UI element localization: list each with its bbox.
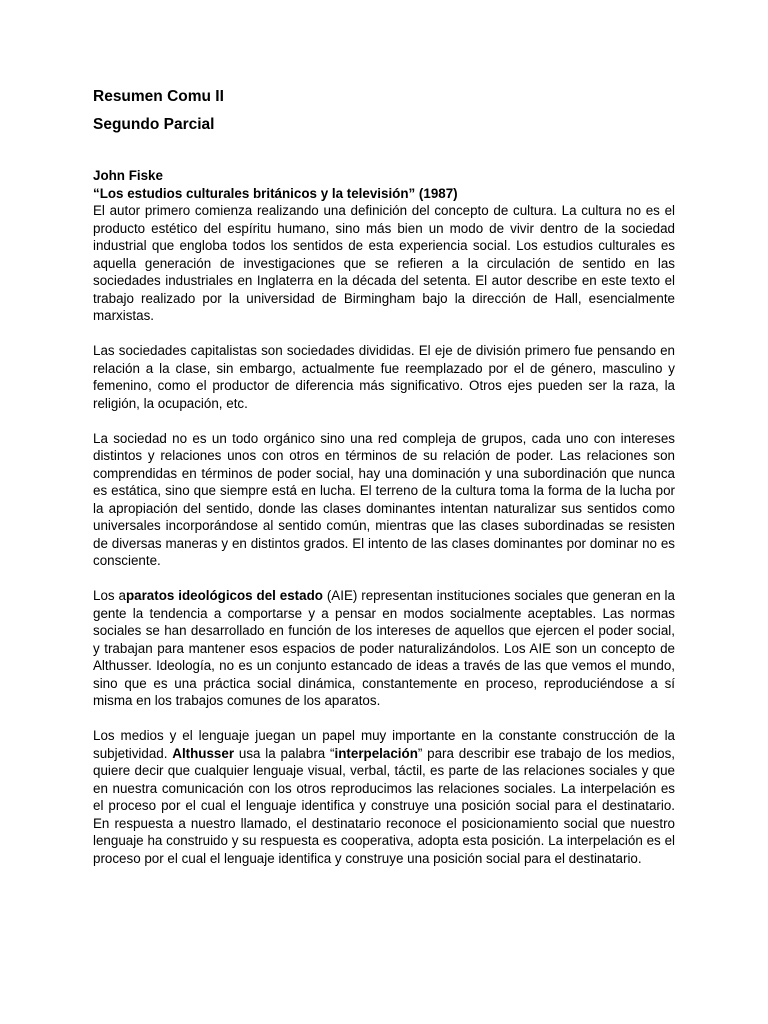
paragraph-society-network: La sociedad no es un todo orgánico sino una red compleja de grupos, cada uno con intereses distintos y relaciones unos con otros en términos de su relación de poder. Las relaciones son comprendidas en términos de poder social, hay una dominación y una subordinación que nunca es estática, sino que siempre está en lucha. El terreno de la cultura toma la forma de la lucha por la apropiación del sentido, donde las clases dominantes intentan naturalizar sus sentidos como universales incorporándose al sentido común, mientras que las clases subordinadas se resisten de diversas maneras y en distintos grados. El intento de las clases dominantes por dominar no es consciente. (93, 430, 675, 568)
work-title: “Los estudios culturales británicos y la televisión” (1987) (93, 185, 458, 201)
term-aparatos-ideologicos: paratos ideológicos del estado (125, 588, 323, 603)
author-name: John Fiske (93, 168, 163, 183)
paragraph-interpellation (93, 727, 675, 867)
document-title: Resumen Comu II (93, 88, 224, 105)
paragraph-body-text: ” para describir ese trabajo de los medios, quiere decir que cualquier lenguaje visual, verbal, táctil, es parte de las relaciones sociales y que en nuestra comunicación con los otros reproducimos las relaciones sociales. La interpelación es el proceso por el cual el lenguaje identifica y construye una posición social para el destinatario. En respuesta a nuestro llamado, el destinatario reconoce el posicionamiento social que nuestro lenguaje ha construido y su respuesta es cooperativa, adopta esta posición. La interpelación es el proceso por el cual el lenguaje identifica y construye una posición social para el destinatario. (93, 745, 675, 866)
paragraph-mid-text: usa la palabra “ (234, 745, 335, 761)
paragraph-body-text: (AIE) representan instituciones sociales que generan en la gente la tendencia a comportarse y a pensar en modos socialmente aceptables. Las normas sociales se han desarrollado en función de los intereses de aquellos que ejercen el poder social, y trabajan para mantener esos espacios de poder naturalizándolos. Los AIE son un concepto de Althusser. Ideología, no es un conjunto estancado de ideas a través de las que vemos el mundo, sino que es una práctica social dinámica, constantemente en proceso, reproduciéndose a sí misma en los trabajos comunes de los aparatos. (93, 588, 675, 708)
paragraph-ideological-apparatuses (93, 587, 675, 710)
paragraph-lead-text: Los a (93, 588, 126, 603)
paragraph-lead-text: Los medios y el lenguaje juegan un papel muy importante en la constante construcción de la subjetividad. (93, 728, 675, 761)
document-content (93, 86, 675, 867)
section-fiske (93, 167, 675, 867)
paragraph-divided-societies: Las sociedades capitalistas son sociedades divididas. El eje de división primero fue pensando en relación a la clase, sin embargo, actualmente fue reemplazado por el de género, masculino y femenino, como el productor de diferencia más significativo. Otros ejes pueden ser la raza, la religión, la ocupación, etc. (93, 343, 675, 411)
document-subtitle: Segundo Parcial (93, 116, 215, 133)
paragraph-culture-definition: El autor primero comienza realizando una definición del concepto de cultura. La cultura no es el producto estético del espíritu humano, sino más bien un modo de vivir dentro de la sociedad industrial que engloba todos los sentidos de esta experiencia social. Los estudios culturales es aquella generación de investigaciones que se refieren a la circulación de sentido en las sociedades industriales en Inglaterra en la década del setenta. El autor describe en este texto el trabajo realizado por la universidad de Birmingham bajo la dirección de Hall, esencialmente marxistas. (93, 203, 675, 323)
term-interpelacion: interpelación (334, 745, 418, 761)
term-althusser: Althusser (172, 745, 235, 761)
